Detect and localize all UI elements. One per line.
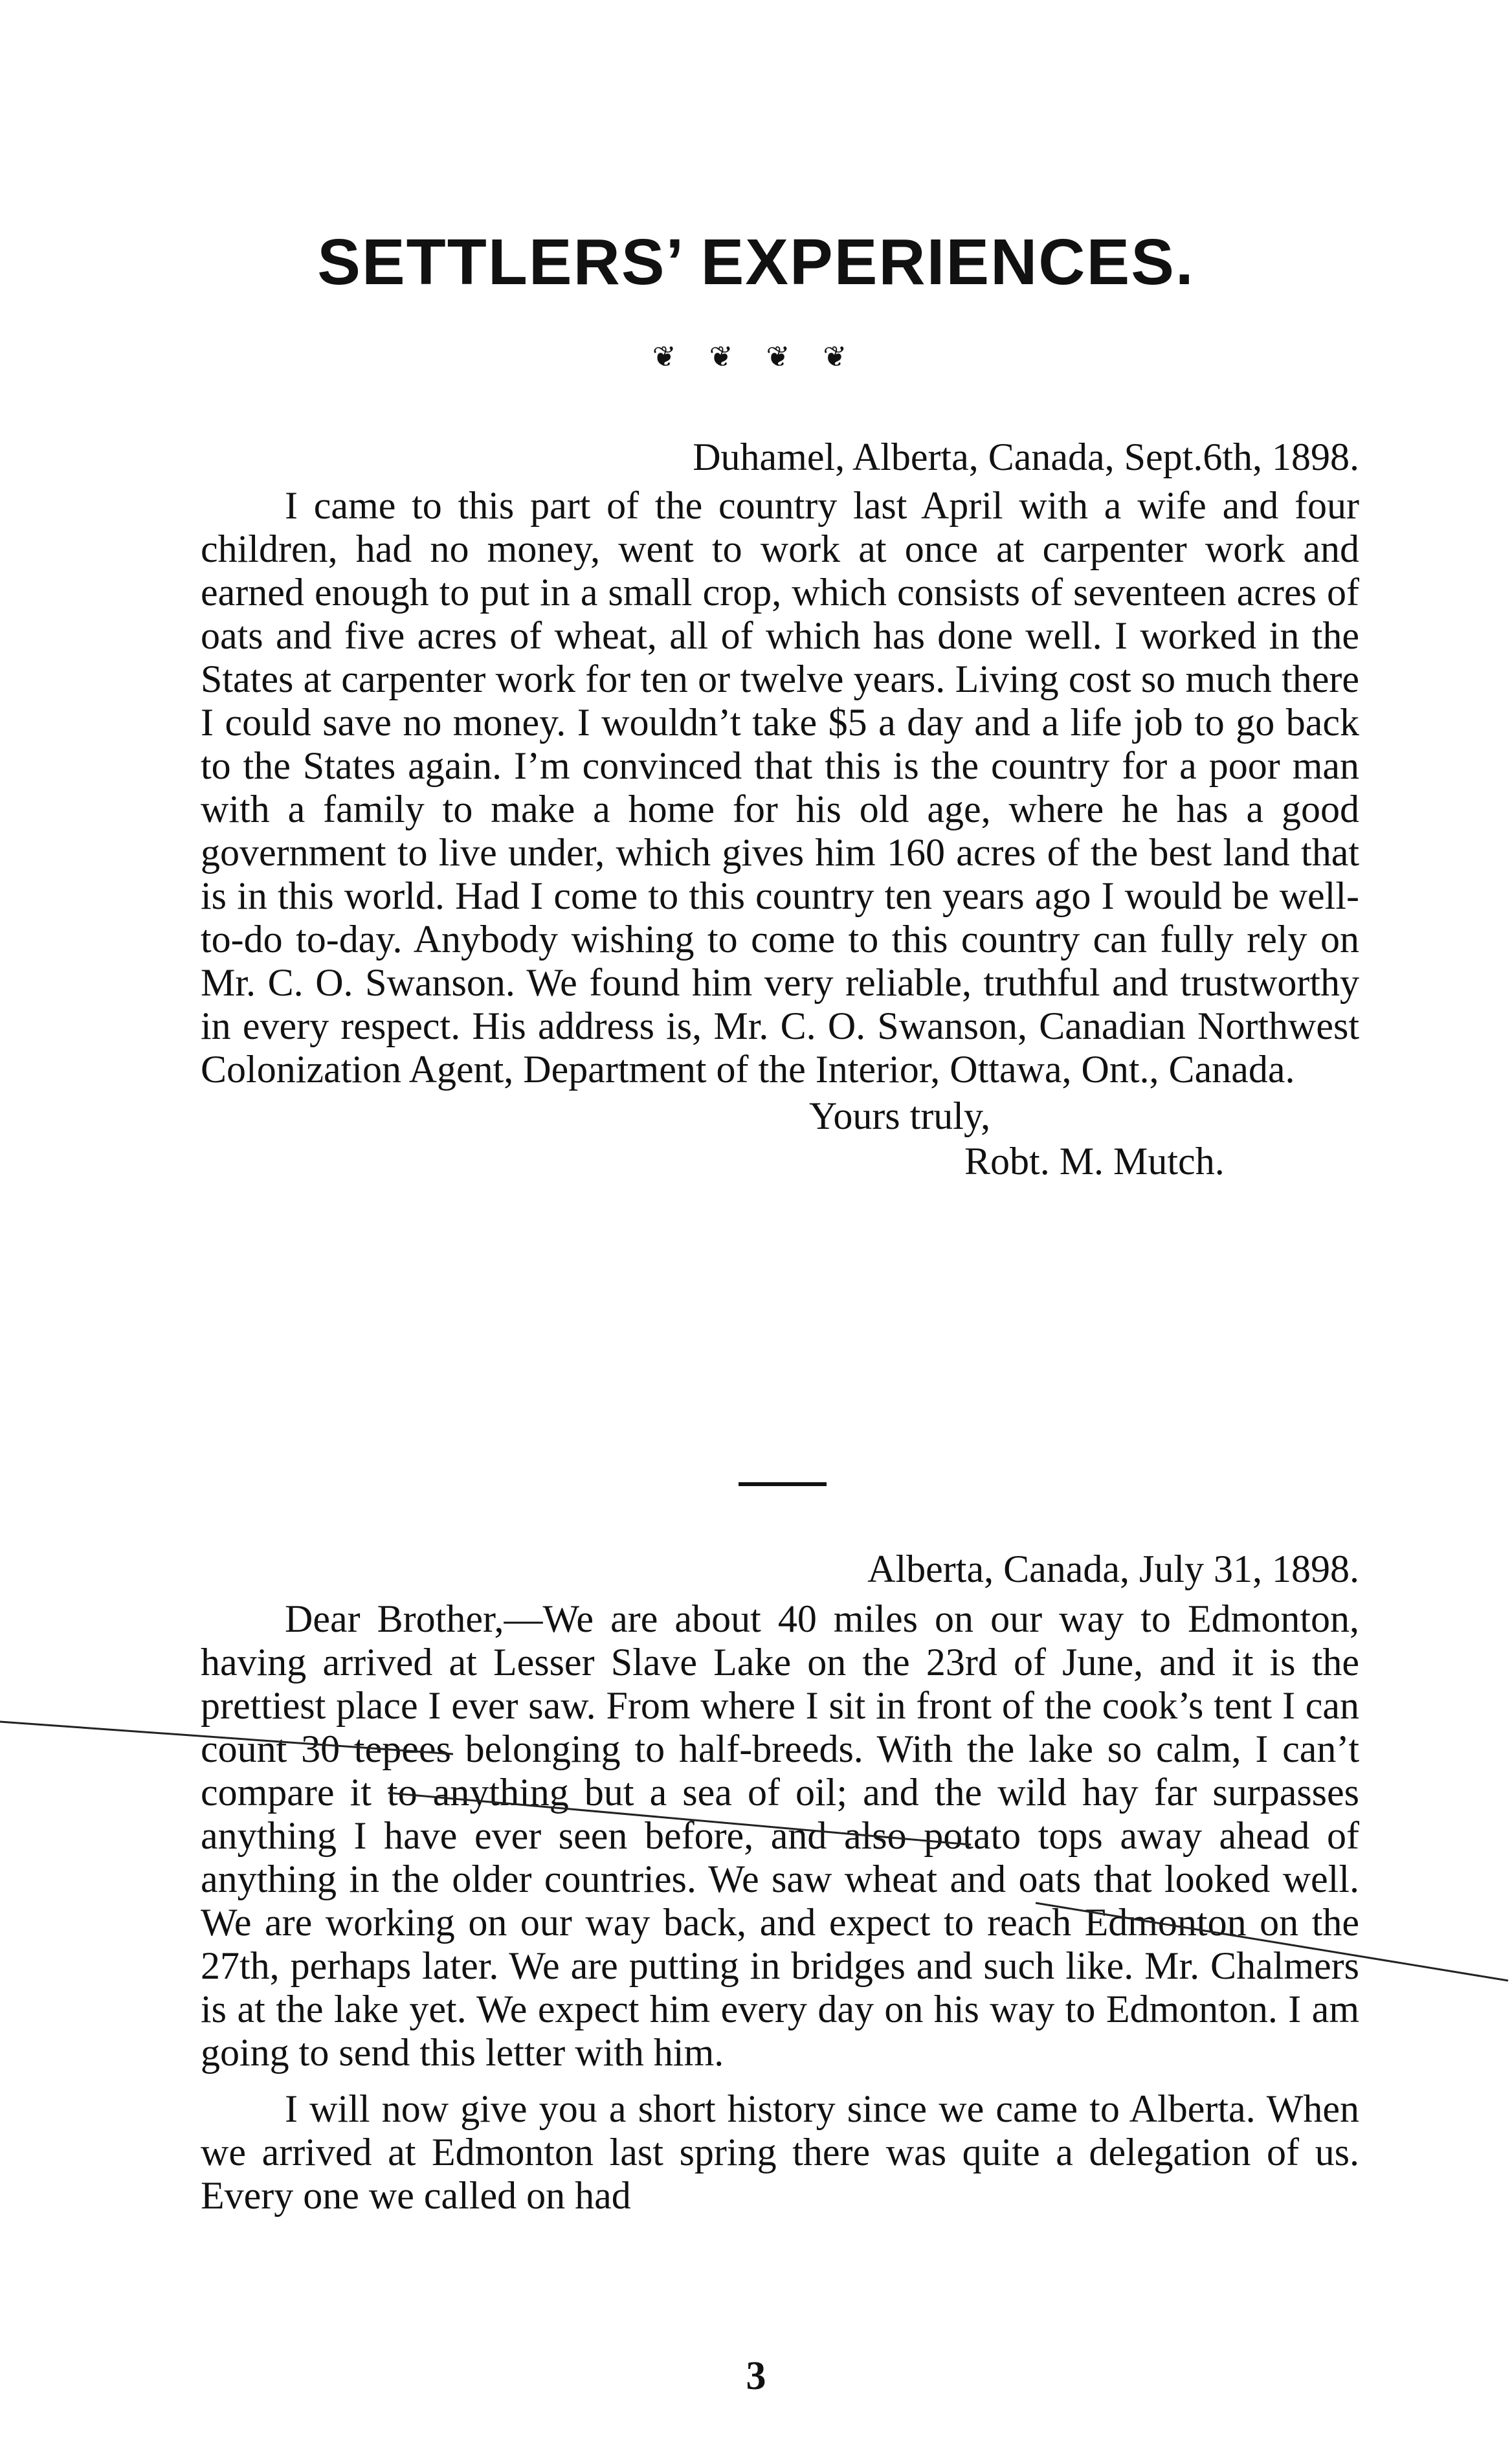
pencil-line-right xyxy=(1036,1903,1508,1981)
letter-2-dateline: Alberta, Canada, July 31, 1898. xyxy=(867,1548,1359,1590)
letter-2-paragraph-2: I will now give you a short history since we came to Alberta. When we arrived at Edmonton last spring there was quite a delegation of us. Every one we called on had xyxy=(201,2087,1359,2217)
letter-1-dateline: Duhamel, Alberta, Canada, Sept.6th, 1898. xyxy=(693,436,1359,478)
title-ornament: ❦ ❦ ❦ ❦ xyxy=(652,341,860,373)
pencil-line-middle xyxy=(388,1793,971,1845)
letter-1-signature: Robt. M. Mutch. xyxy=(964,1140,1225,1183)
page-number: 3 xyxy=(746,2354,766,2398)
letter-1-closing: Yours truly, xyxy=(809,1095,991,1137)
pencil-line-top xyxy=(0,1722,453,1754)
page-title: SETTLERS’ EXPERIENCES. xyxy=(317,226,1195,298)
letter-2-paragraph-1: Dear Brother,—We are about 40 miles on our way to Edmonton, having arrived at Lesser Slave Lake on the 23rd of June, and it is the prettiest place I ever saw. From where I sit in front of the cook’s tent I can count 30 tepees belonging to half-breeds. With the lake so calm, I can’t compare it to anything but a sea of oil; and the wild hay far surpasses anything I have ever seen before, and also potato tops away ahead of anything in the older countries. We saw wheat and oats that looked well. We are working on our way back, and expect to reach Edmonton on the 27th, perhaps later. We are putting in bridges and such like. Mr. Chalmers is at the lake yet. We expect him every day on his way to Edmonton. I am going to send this letter with him. xyxy=(201,1597,1359,2074)
letter-1-paragraph: I came to this part of the country last April with a wife and four children, had no money, went to work at once at carpenter work and earned enough to put in a small crop, which consists of seventeen acres of oats and five acres of wheat, all of which has done well. I worked in the States at carpenter work for ten or twelve years. Living cost so much there I could save no money. I wouldn’t take $5 a day and a life job to go back to the States again. I’m convinced that this is the country for a poor man with a family to make a home for his old age, where he has a good government to live under, which gives him 160 acres of the best land that is in this world. Had I come to this country ten years ago I would be well-to-do to-day. Anybody wishing to come to this country can fully rely on Mr. C. O. Swanson. We found him very reliable, truthful and trustworthy in every respect. His address is, Mr. C. O. Swanson, Canadian Northwest Colonization Agent, Department of the Interior, Ottawa, Ont., Canada. xyxy=(201,484,1359,1091)
